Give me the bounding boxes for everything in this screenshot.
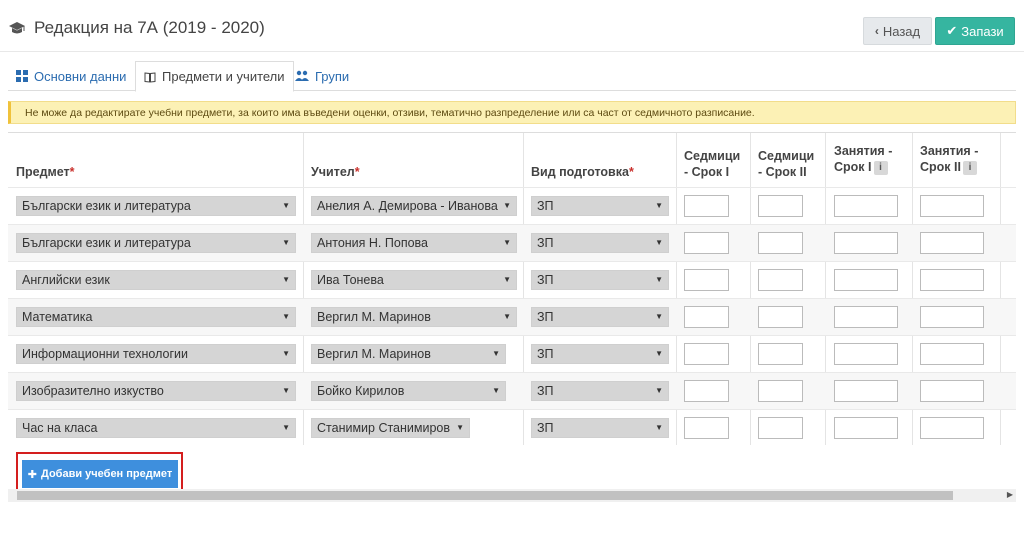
subject-select[interactable] — [16, 418, 296, 438]
prep-type-value: ЗП — [537, 421, 554, 435]
dropdown-arrow-icon: ▼ — [655, 423, 663, 432]
chevron-left-icon: ‹ — [874, 24, 879, 38]
header-subject — [16, 164, 75, 180]
lessons-term1-input[interactable] — [834, 343, 898, 365]
lessons-term2-input[interactable] — [920, 232, 984, 254]
header-weeks-term2: Седмици - Срок II — [758, 149, 815, 179]
lessons-term2-input[interactable] — [920, 195, 984, 217]
table-row — [8, 409, 1016, 446]
scroll-right-arrow-icon[interactable]: ▶ — [1006, 490, 1013, 499]
save-button-label: Запази — [961, 23, 1004, 39]
table-row — [8, 335, 1016, 372]
weeks-term2-input[interactable] — [758, 269, 803, 291]
users-icon — [295, 70, 309, 82]
header-teacher-label: Учител — [311, 165, 355, 179]
graduation-cap-icon — [8, 21, 26, 35]
weeks-term1-input[interactable] — [684, 195, 729, 217]
grid-icon — [16, 70, 28, 82]
back-button-label: Назад — [882, 23, 921, 39]
lessons-term2-input[interactable] — [920, 306, 984, 328]
dropdown-arrow-icon: ▼ — [655, 201, 663, 210]
table-row — [8, 298, 1016, 335]
subject-value: Изобразително изкуство — [22, 384, 164, 398]
teacher-value: Бойко Кирилов — [317, 384, 405, 398]
header-lessons-term1-label: Занятия - Срок I — [834, 144, 893, 174]
lessons-term1-input[interactable] — [834, 380, 898, 402]
lessons-term1-input[interactable] — [834, 232, 898, 254]
dropdown-arrow-icon: ▼ — [456, 423, 464, 432]
tab-groups-label: Групи — [315, 68, 350, 84]
prep-type-select[interactable] — [531, 307, 669, 327]
lessons-term2-input[interactable] — [920, 380, 984, 402]
prep-type-value: ЗП — [537, 199, 554, 213]
subject-value: Информационни технологии — [22, 347, 188, 361]
weeks-term2-input[interactable] — [758, 343, 803, 365]
prep-type-value: ЗП — [537, 310, 554, 324]
dropdown-arrow-icon: ▼ — [282, 201, 290, 210]
weeks-term1-input[interactable] — [684, 269, 729, 291]
subject-select[interactable] — [16, 381, 296, 401]
add-subject-button[interactable] — [22, 460, 178, 488]
prep-type-select[interactable] — [531, 270, 669, 290]
teacher-select[interactable] — [311, 196, 517, 216]
subject-select[interactable] — [16, 344, 296, 364]
dropdown-arrow-icon: ▼ — [282, 238, 290, 247]
horizontal-scrollbar[interactable] — [8, 489, 1016, 502]
add-subject-button-label: Добави учебен предмет — [40, 468, 173, 480]
required-mark: * — [69, 165, 75, 179]
teacher-value: Анелия А. Демирова - Иванова — [317, 199, 498, 213]
prep-type-select[interactable] — [531, 381, 669, 401]
lessons-term1-input[interactable] — [834, 195, 898, 217]
tab-bar — [8, 61, 1016, 91]
weeks-term1-input[interactable] — [684, 232, 729, 254]
add-subject-highlight — [16, 452, 183, 494]
teacher-select[interactable] — [311, 344, 506, 364]
dropdown-arrow-icon: ▼ — [655, 238, 663, 247]
warning-alert — [8, 101, 1016, 124]
weeks-term1-input[interactable] — [684, 417, 729, 439]
prep-type-select[interactable] — [531, 233, 669, 253]
teacher-value: Вергил М. Маринов — [317, 347, 431, 361]
tab-basic-data[interactable] — [8, 61, 134, 91]
header-lessons-term2 — [920, 143, 996, 175]
dropdown-arrow-icon: ▼ — [492, 386, 500, 395]
subject-select[interactable] — [16, 307, 296, 327]
subject-select[interactable] — [16, 270, 296, 290]
weeks-term1-input[interactable] — [684, 306, 729, 328]
header-prep-type — [531, 164, 634, 180]
subject-value: Математика — [22, 310, 93, 324]
subject-select[interactable] — [16, 233, 296, 253]
scrollbar-thumb[interactable] — [17, 491, 953, 500]
dropdown-arrow-icon: ▼ — [282, 349, 290, 358]
teacher-select[interactable] — [311, 381, 506, 401]
weeks-term2-input[interactable] — [758, 232, 803, 254]
weeks-term2-input[interactable] — [758, 380, 803, 402]
book-icon — [144, 71, 156, 83]
info-icon[interactable]: i — [963, 161, 977, 175]
lessons-term1-input[interactable] — [834, 417, 898, 439]
dropdown-arrow-icon: ▼ — [492, 349, 500, 358]
page-title — [8, 18, 265, 38]
dropdown-arrow-icon: ▼ — [655, 312, 663, 321]
teacher-select[interactable] — [311, 233, 517, 253]
dropdown-arrow-icon: ▼ — [655, 386, 663, 395]
dropdown-arrow-icon: ▼ — [282, 386, 290, 395]
teacher-value: Станимир Станимиров — [317, 421, 451, 435]
warning-alert-text: Не може да редактирате учебни предмети, за които има въведени оценки, отзиви, тематично разпределение или са част от седмичното разписание. — [25, 106, 755, 119]
subject-value: Български език и литература — [22, 236, 191, 250]
subject-select[interactable] — [16, 196, 296, 216]
header-weeks-term1: Седмици - Срок I — [684, 149, 741, 179]
subjects-table — [8, 132, 1016, 444]
check-icon: ✔ — [946, 23, 958, 38]
teacher-value: Ива Тонева — [317, 273, 384, 287]
lessons-term2-input[interactable] — [920, 343, 984, 365]
header-teacher — [311, 164, 360, 180]
dropdown-arrow-icon: ▼ — [282, 312, 290, 321]
page-header — [0, 0, 1024, 52]
lessons-term2-input[interactable] — [920, 417, 984, 439]
prep-type-value: ЗП — [537, 347, 554, 361]
subject-value: Български език и литература — [22, 199, 191, 213]
dropdown-arrow-icon: ▼ — [282, 423, 290, 432]
plus-icon: ✚ — [27, 468, 37, 481]
header-lessons-term1 — [834, 143, 908, 175]
lessons-term1-input[interactable] — [834, 269, 898, 291]
dropdown-arrow-icon: ▼ — [282, 275, 290, 284]
header-prep-label: Вид подготовка — [531, 165, 629, 179]
table-row — [8, 261, 1016, 298]
teacher-select[interactable] — [311, 270, 517, 290]
dropdown-arrow-icon: ▼ — [503, 275, 511, 284]
dropdown-arrow-icon: ▼ — [503, 201, 511, 210]
weeks-term2-input[interactable] — [758, 306, 803, 328]
dropdown-arrow-icon: ▼ — [655, 349, 663, 358]
prep-type-value: ЗП — [537, 236, 554, 250]
tab-groups[interactable] — [287, 61, 357, 91]
prep-type-select[interactable] — [531, 196, 669, 216]
prep-type-select[interactable] — [531, 344, 669, 364]
prep-type-value: ЗП — [537, 273, 554, 287]
page-title-text: Редакция на 7А (2019 - 2020) — [34, 18, 265, 37]
save-button[interactable] — [935, 17, 1015, 45]
dropdown-arrow-icon: ▼ — [655, 275, 663, 284]
required-mark: * — [628, 165, 634, 179]
subject-value: Английски език — [22, 273, 110, 287]
table-row — [8, 372, 1016, 409]
prep-type-select[interactable] — [531, 418, 669, 438]
teacher-select[interactable] — [311, 418, 470, 438]
tab-subjects-teachers[interactable] — [135, 61, 294, 92]
back-button[interactable] — [863, 17, 932, 45]
dropdown-arrow-icon: ▼ — [503, 312, 511, 321]
tab-basic-data-label: Основни данни — [34, 68, 127, 84]
lessons-term2-input[interactable] — [920, 269, 984, 291]
weeks-term2-input[interactable] — [758, 417, 803, 439]
table-row — [8, 187, 1016, 224]
dropdown-arrow-icon: ▼ — [503, 238, 511, 247]
teacher-value: Вергил М. Маринов — [317, 310, 431, 324]
teacher-value: Антония Н. Попова — [317, 236, 428, 250]
lessons-term1-input[interactable] — [834, 306, 898, 328]
weeks-term2-input[interactable] — [758, 195, 803, 217]
weeks-term1-input[interactable] — [684, 343, 729, 365]
required-mark: * — [354, 165, 360, 179]
weeks-term1-input[interactable] — [684, 380, 729, 402]
table-row — [8, 224, 1016, 261]
info-icon[interactable]: i — [874, 161, 888, 175]
header-lessons-term2-label: Занятия - Срок II — [920, 144, 979, 174]
subject-value: Час на класа — [22, 421, 98, 435]
header-subject-label: Предмет — [16, 165, 70, 179]
teacher-select[interactable] — [311, 307, 517, 327]
prep-type-value: ЗП — [537, 384, 554, 398]
tab-subjects-teachers-label: Предмети и учители — [162, 69, 285, 84]
